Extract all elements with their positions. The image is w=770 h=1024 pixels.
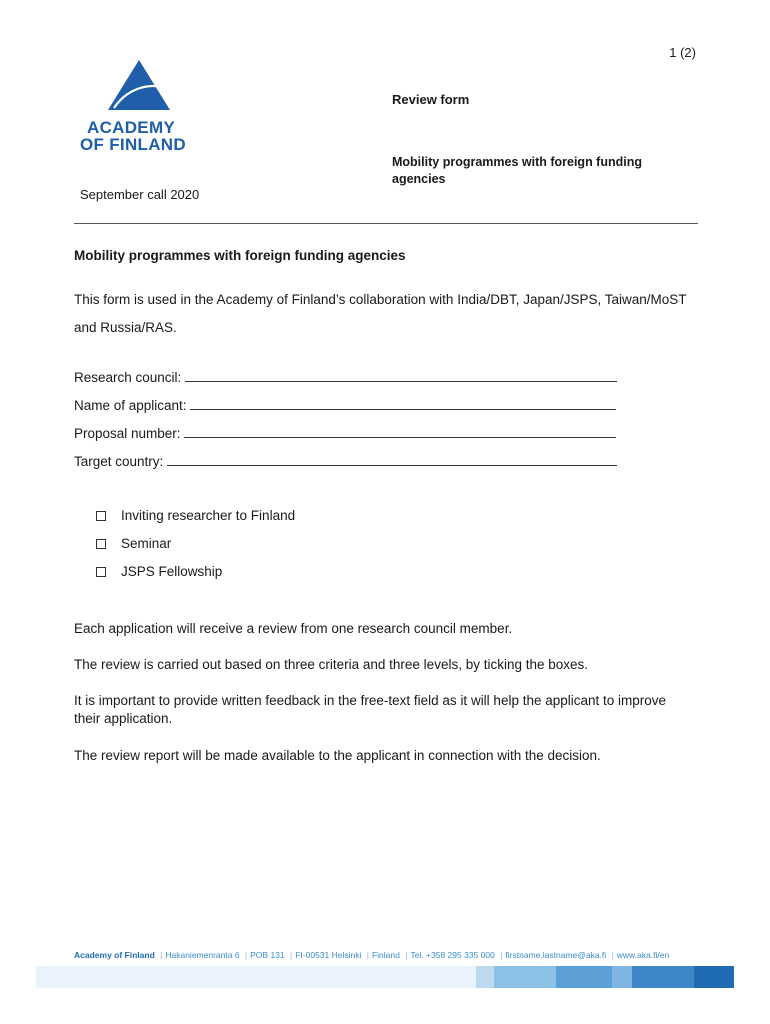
logo-text-line2: OF FINLAND [80, 135, 186, 154]
header-divider [74, 223, 698, 224]
blank-line[interactable] [167, 454, 617, 466]
blank-line[interactable] [185, 370, 617, 382]
checkbox-icon[interactable] [96, 567, 106, 577]
blank-line[interactable] [190, 398, 616, 410]
checkbox-label: JSPS Fellowship [121, 564, 223, 579]
logo-text-line1: ACADEMY [87, 118, 176, 137]
programme-title: Mobility programmes with foreign funding agencies [392, 155, 642, 186]
logo-triangle-icon [106, 58, 172, 112]
checkbox-label: Inviting researcher to Finland [121, 508, 296, 523]
checkbox-jsps-fellowship[interactable] [96, 564, 222, 579]
footer-phone: Tel. +358 295 335 000 [410, 950, 495, 960]
field-label: Research council: [74, 370, 182, 385]
info-paragraph: Each application will receive a review from one research council member. [74, 621, 513, 636]
intro-paragraph: This form is used in the Academy of Finland’s collaboration with India/DBT, Japan/JSPS, Taiwan/MoST and Russia/RAS. [74, 292, 687, 335]
page-number: 1 (2) [669, 45, 696, 60]
footer-pob: POB 131 [250, 950, 285, 960]
footer-country: Finland [371, 950, 400, 960]
footer-address: Hakaniemenranta 6 [165, 950, 240, 960]
blank-line[interactable] [184, 426, 616, 438]
checkbox-seminar[interactable] [96, 536, 171, 551]
footer-color-bar [36, 966, 734, 988]
footer-email[interactable]: firstname.lastname@aka.fi [505, 950, 607, 960]
field-label: Name of applicant: [74, 398, 187, 413]
footer-postcode: FI-00531 Helsinki [295, 950, 362, 960]
checkbox-label: Seminar [121, 536, 172, 551]
info-paragraph: The review report will be made available to the applicant in connection with the decision. [74, 748, 601, 763]
applicant-name-field[interactable] [74, 398, 616, 413]
field-label: Target country: [74, 454, 164, 469]
info-paragraph: The review is carried out based on three criteria and three levels, by ticking the boxes. [74, 657, 589, 672]
checkbox-inviting-researcher[interactable] [96, 508, 295, 523]
academy-logo [76, 58, 206, 112]
footer-org: Academy of Finland [74, 950, 155, 960]
footer-contact: Academy of Finland | Hakaniemenranta 6 | POB 131 | FI-00531 Helsinki | Finland | Tel. +358 295 335 000 | firstname.lastname@aka.fi | www.aka.fi/en [74, 950, 670, 960]
info-paragraph: It is important to provide written feedback in the free-text field as it will help the applicant to improve their application. [74, 693, 667, 726]
proposal-number-field[interactable] [74, 426, 616, 441]
form-title: Review form [392, 92, 470, 107]
target-country-field[interactable] [74, 454, 617, 469]
call-label: September call 2020 [80, 187, 200, 202]
checkbox-icon[interactable] [96, 511, 106, 521]
research-council-field[interactable] [74, 370, 617, 385]
section-heading: Mobility programmes with foreign funding agencies [74, 248, 406, 263]
footer-website[interactable]: www.aka.fi/en [616, 950, 670, 960]
checkbox-icon[interactable] [96, 539, 106, 549]
field-label: Proposal number: [74, 426, 181, 441]
